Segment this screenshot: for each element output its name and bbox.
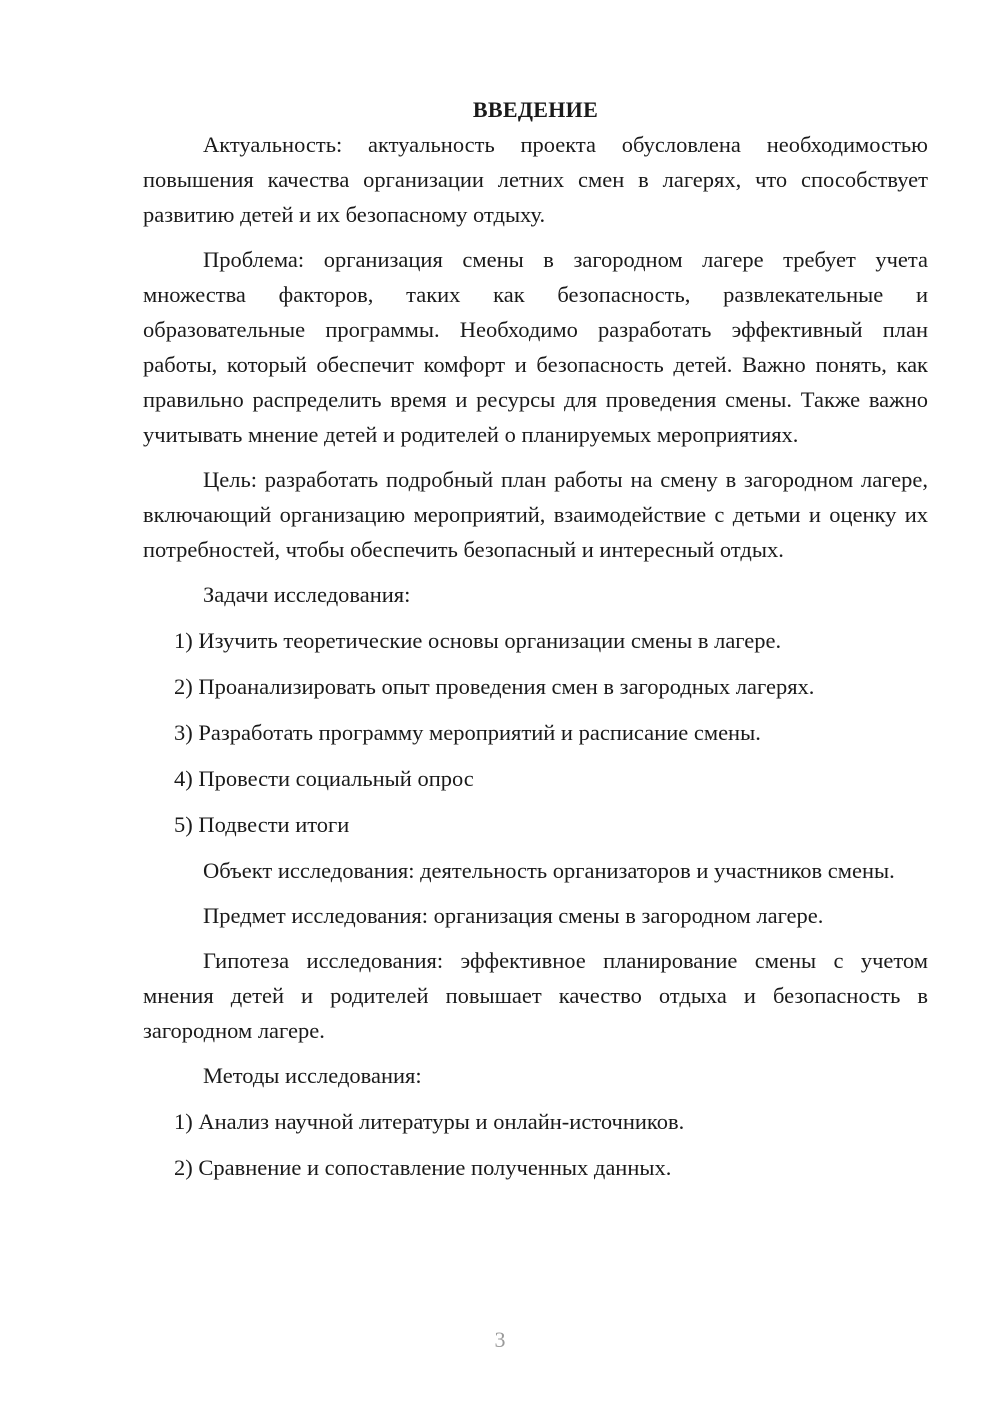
task-item-4: 4) Провести социальный опрос (174, 766, 474, 791)
page-number: 3 (494, 1327, 506, 1352)
method-item-2: 2) Сравнение и сопоставление полученных данных. (174, 1155, 672, 1180)
paragraph-hypothesis: Гипотеза исследования: эффективное планирование смены с учетом мнения детей и родителей повышает качество отдыха и безопасность в загородном лагере. (143, 948, 928, 1043)
methods-heading: Методы исследования: (203, 1063, 422, 1088)
document-page (143, 92, 928, 1185)
paragraph-problem: Проблема: организация смены в загородном лагере требует учета множества факторов, таких как безопасность, развлекательные и образовательные программы. Необходимо разработать эффективный план работы, который обеспечит комфорт и безопасность детей. Важно понять, как правильно распределить время и ресурсы для проведения смены. Также важно учитывать мнение детей и родителей о планируемых мероприятиях. (143, 247, 928, 447)
paragraph-subject: Предмет исследования: организация смены в загородном лагере. (203, 903, 824, 928)
paragraph-object: Объект исследования: деятельность организаторов и участников смены. (203, 858, 895, 883)
tasks-heading: Задачи исследования: (203, 582, 411, 607)
task-item-2: 2) Проанализировать опыт проведения смен в загородных лагерях. (174, 674, 815, 699)
method-item-1: 1) Анализ научной литературы и онлайн-источников. (174, 1109, 685, 1134)
task-item-3: 3) Разработать программу мероприятий и расписание смены. (174, 720, 761, 745)
task-item-5: 5) Подвести итоги (174, 812, 350, 837)
paragraph-relevance: Актуальность: актуальность проекта обусловлена необходимостью повышения качества организации летних смен в лагерях, что способствует развитию детей и их безопасному отдыху. (143, 132, 928, 227)
document-title: ВВЕДЕНИЕ (472, 97, 599, 122)
task-item-1: 1) Изучить теоретические основы организации смены в лагере. (174, 628, 782, 653)
paragraph-goal: Цель: разработать подробный план работы на смену в загородном лагере, включающий организацию мероприятий, взаимодействие с детьми и оценку их потребностей, чтобы обеспечить безопасный и интересный отдых. (143, 467, 928, 562)
